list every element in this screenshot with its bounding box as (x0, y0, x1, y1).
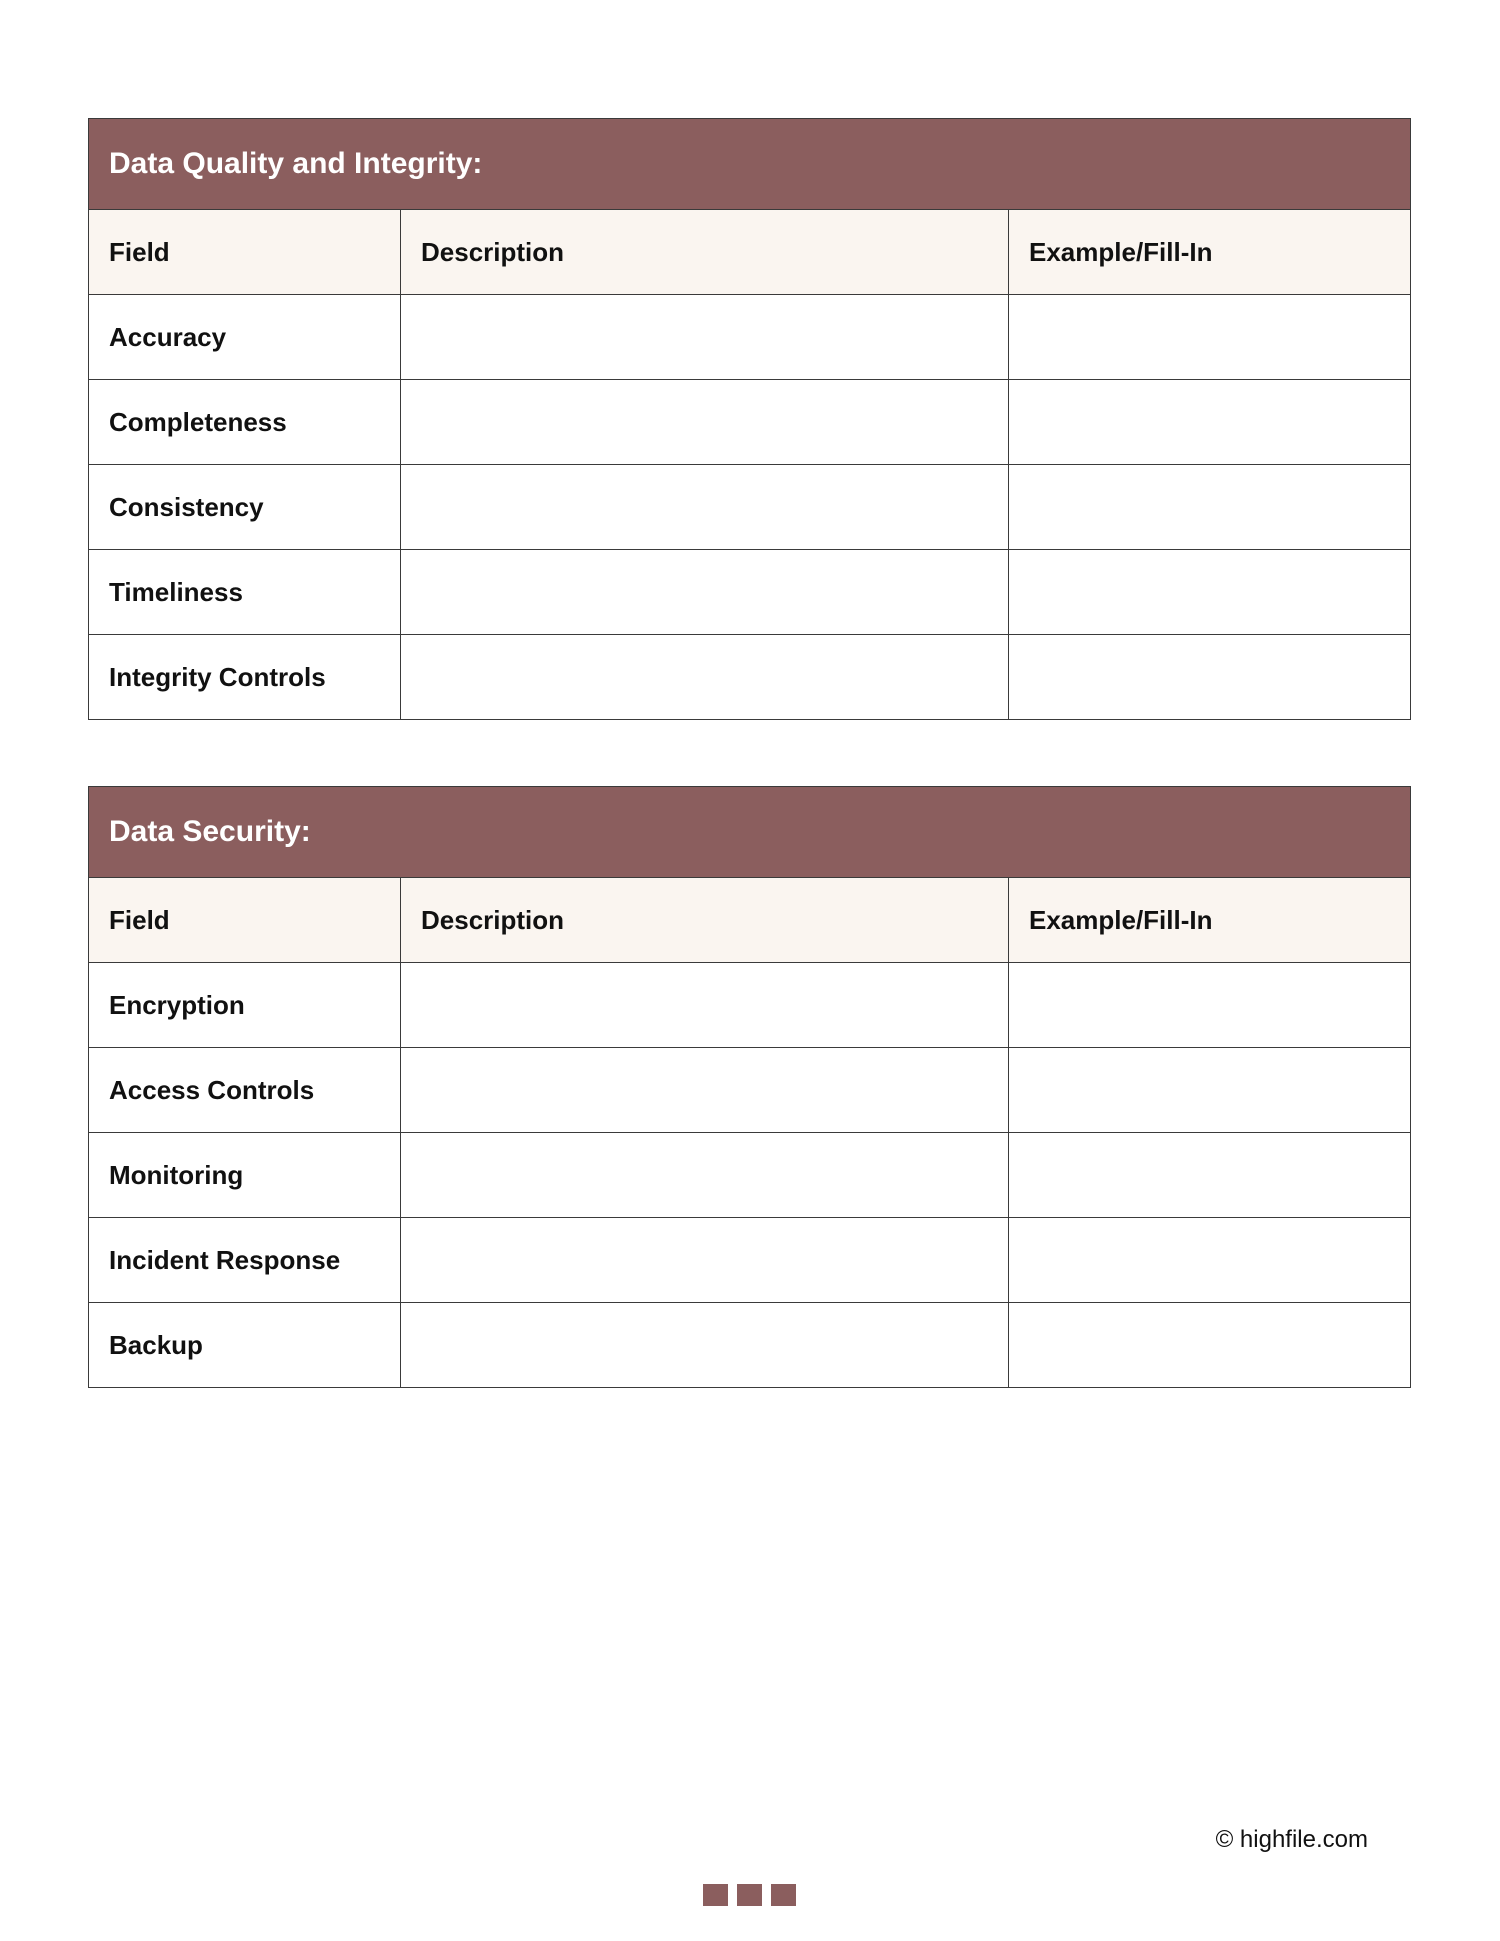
table-row (89, 550, 1411, 635)
table-row (89, 295, 1411, 380)
table-row (89, 963, 1411, 1048)
data-security-table (88, 786, 1411, 1388)
table-row (89, 1048, 1411, 1133)
section-title: Data Quality and Integrity: (89, 119, 1411, 210)
table-row (89, 1218, 1411, 1303)
field-label-incident-response: Incident Response (89, 1218, 401, 1303)
field-label-backup: Backup (89, 1303, 401, 1388)
example-cell[interactable] (1009, 295, 1411, 380)
description-cell[interactable] (401, 295, 1009, 380)
column-header-field: Field (89, 210, 401, 295)
marker-square-icon (737, 1884, 762, 1906)
field-label-consistency: Consistency (89, 465, 401, 550)
description-cell[interactable] (401, 1048, 1009, 1133)
column-header-description: Description (401, 210, 1009, 295)
field-label-timeliness: Timeliness (89, 550, 401, 635)
example-cell[interactable] (1009, 380, 1411, 465)
column-header-example: Example/Fill-In (1009, 878, 1411, 963)
description-cell[interactable] (401, 380, 1009, 465)
marker-square-icon (703, 1884, 728, 1906)
example-cell[interactable] (1009, 1218, 1411, 1303)
field-label-monitoring: Monitoring (89, 1133, 401, 1218)
page-marker (703, 1884, 796, 1906)
data-quality-table (88, 118, 1411, 720)
example-cell[interactable] (1009, 1303, 1411, 1388)
example-cell[interactable] (1009, 1048, 1411, 1133)
field-label-accuracy: Accuracy (89, 295, 401, 380)
description-cell[interactable] (401, 1133, 1009, 1218)
column-header-field: Field (89, 878, 401, 963)
column-header-description: Description (401, 878, 1009, 963)
marker-square-icon (771, 1884, 796, 1906)
description-cell[interactable] (401, 1303, 1009, 1388)
example-cell[interactable] (1009, 550, 1411, 635)
field-label-completeness: Completeness (89, 380, 401, 465)
table-row (89, 1133, 1411, 1218)
field-label-encryption: Encryption (89, 963, 401, 1048)
table-row (89, 635, 1411, 720)
example-cell[interactable] (1009, 963, 1411, 1048)
field-label-access-controls: Access Controls (89, 1048, 401, 1133)
field-label-integrity-controls: Integrity Controls (89, 635, 401, 720)
description-cell[interactable] (401, 550, 1009, 635)
section-title: Data Security: (89, 787, 1411, 878)
table-row (89, 1303, 1411, 1388)
example-cell[interactable] (1009, 465, 1411, 550)
description-cell[interactable] (401, 963, 1009, 1048)
description-cell[interactable] (401, 1218, 1009, 1303)
table-row (89, 380, 1411, 465)
example-cell[interactable] (1009, 635, 1411, 720)
description-cell[interactable] (401, 635, 1009, 720)
copyright-credit: © highfile.com (1215, 1826, 1368, 1853)
example-cell[interactable] (1009, 1133, 1411, 1218)
table-row (89, 465, 1411, 550)
column-header-example: Example/Fill-In (1009, 210, 1411, 295)
description-cell[interactable] (401, 465, 1009, 550)
